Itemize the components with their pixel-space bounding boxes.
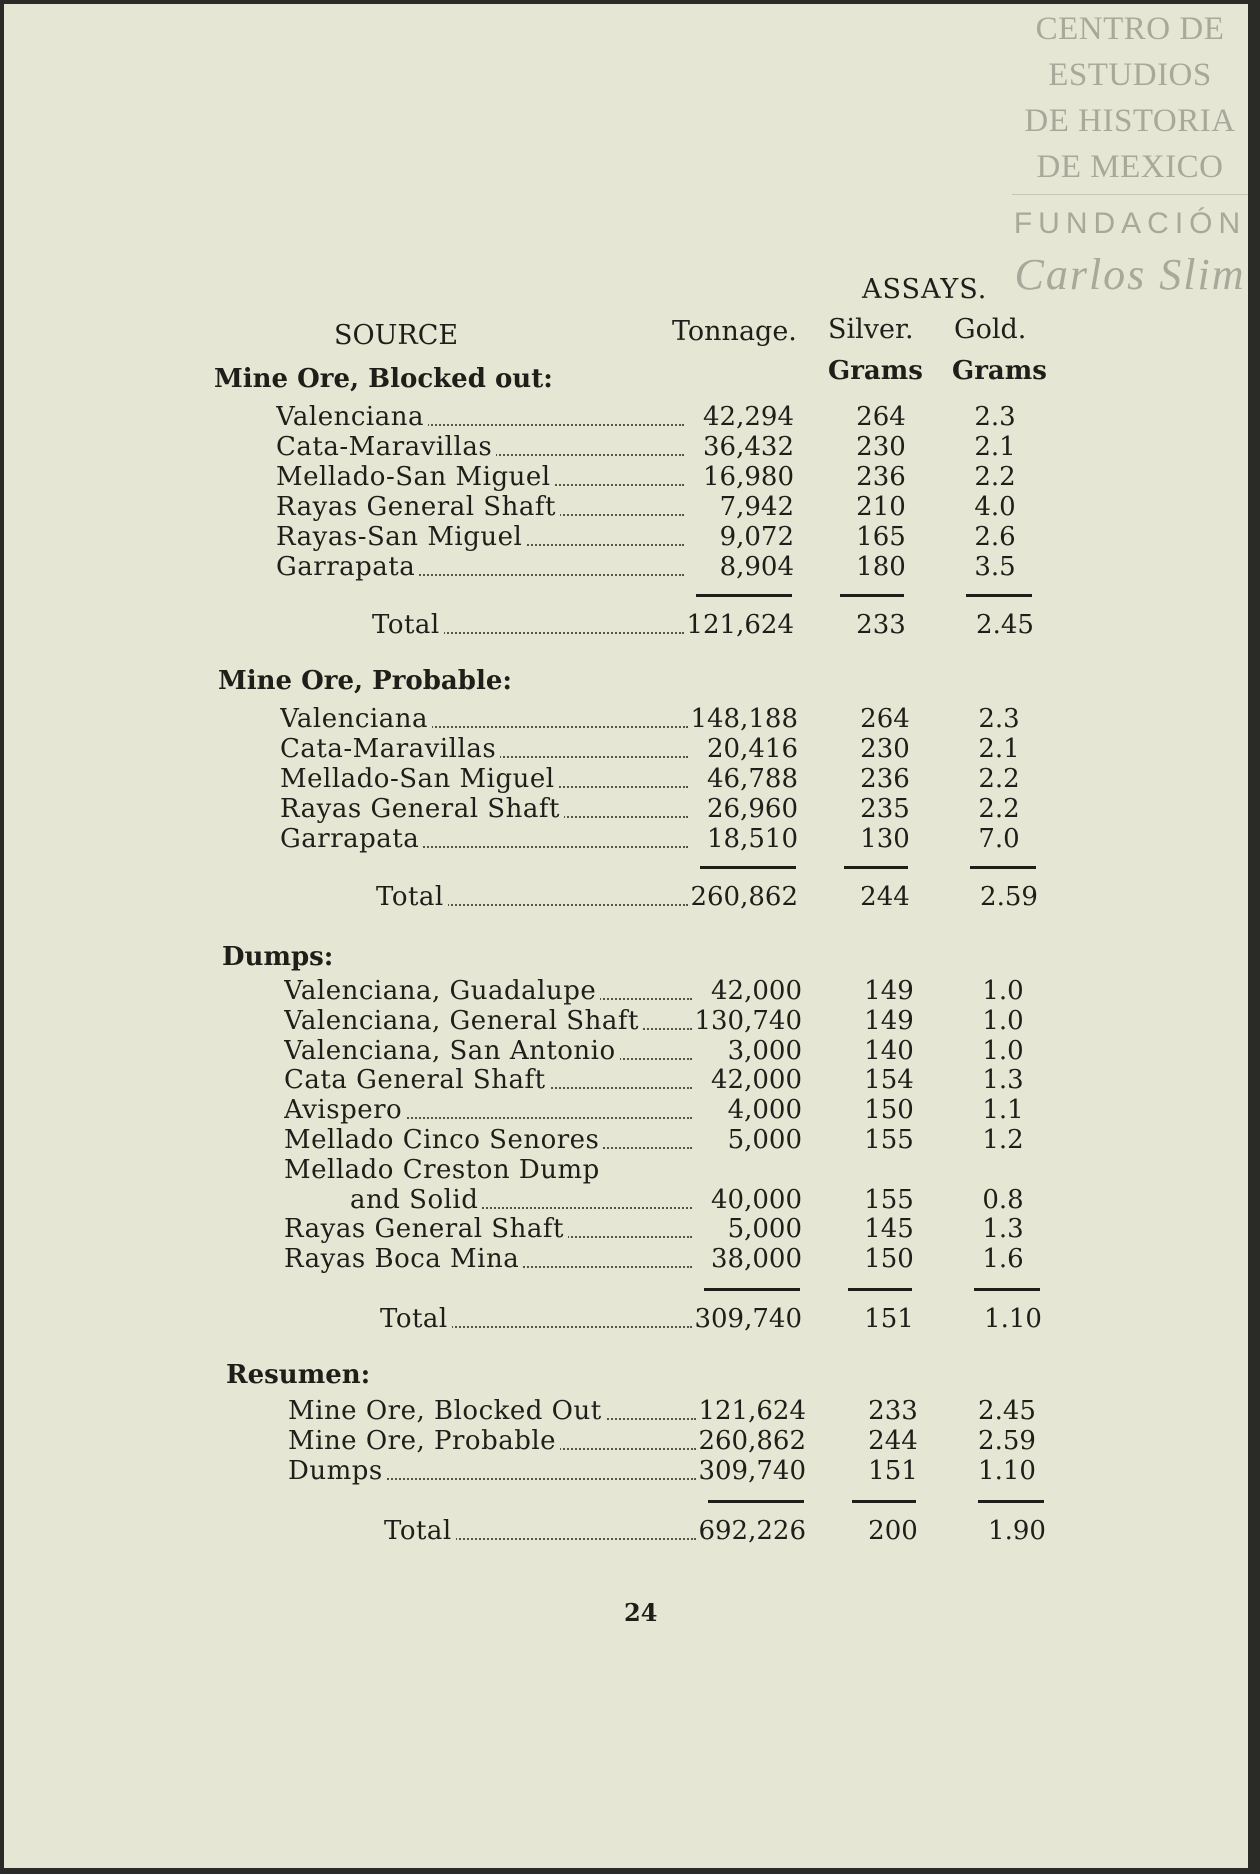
- gold-value: 1.3: [982, 1065, 1024, 1096]
- tonnage-value: 40,000: [711, 1184, 802, 1215]
- page-number: 24: [624, 1598, 658, 1627]
- silver-value: 140: [864, 1035, 914, 1066]
- silver-value: 149: [864, 976, 914, 1006]
- total-row: [4, 1304, 1248, 1334]
- row-label: [280, 794, 688, 824]
- total-tonnage: 692,226: [698, 1516, 806, 1546]
- total-rule: [852, 1500, 916, 1503]
- watermark-line: ESTUDIOS: [1048, 57, 1212, 93]
- tonnage-value: 26,960: [707, 794, 798, 824]
- row-label: [288, 1426, 696, 1456]
- silver-value: 151: [868, 1456, 918, 1486]
- row-label-text: Rayas-San Miguel: [276, 522, 526, 552]
- total-silver: 233: [856, 610, 906, 640]
- total-tonnage: 309,740: [694, 1304, 802, 1334]
- total-gold: 2.45: [976, 610, 1034, 640]
- table-row: [4, 1095, 1248, 1125]
- gold-value: 1.0: [982, 976, 1024, 1006]
- table-row: [4, 1125, 1248, 1155]
- row-label: [280, 824, 688, 854]
- silver-value: 154: [864, 1065, 914, 1096]
- row-label-text: Avispero: [284, 1095, 406, 1125]
- row-label-text: Rayas Boca Mina: [284, 1244, 523, 1274]
- total-label-text: Total: [380, 1304, 452, 1334]
- row-label-text: Garrapata: [276, 552, 419, 582]
- gold-value: 1.0: [982, 1035, 1024, 1066]
- watermark-line: DE HISTORIA: [1024, 103, 1236, 139]
- silver-value: 236: [860, 764, 910, 794]
- table-row: [4, 1155, 1248, 1185]
- gold-value: 1.3: [982, 1214, 1024, 1245]
- tonnage-value: 18,510: [707, 824, 798, 854]
- row-label: [280, 704, 688, 734]
- silver-value: 236: [856, 462, 906, 492]
- row-label: [284, 1244, 692, 1274]
- total-rule: [696, 594, 792, 597]
- row-label: [284, 1214, 692, 1244]
- gold-value: 1.1: [982, 1095, 1024, 1126]
- total-label-text: Total: [384, 1516, 456, 1546]
- table-row: [4, 704, 1248, 734]
- gold-value: 7.0: [978, 824, 1020, 854]
- table-row: [4, 402, 1248, 432]
- table-row: [4, 1185, 1248, 1215]
- row-label: [276, 552, 684, 582]
- gold-value: 3.5: [974, 552, 1016, 582]
- table-row: [4, 1036, 1248, 1066]
- gold-value: 2.2: [974, 462, 1016, 492]
- total-rule: [974, 1288, 1040, 1291]
- table-row: [4, 462, 1248, 492]
- tonnage-value: 148,188: [690, 704, 798, 734]
- tonnage-value: 5,000: [727, 1214, 802, 1245]
- row-label: [276, 462, 684, 492]
- row-label-text: Mellado Creston Dump: [284, 1155, 604, 1185]
- gold-value: 2.3: [978, 704, 1020, 734]
- total-silver: 200: [868, 1516, 918, 1546]
- total-label-text: Total: [372, 610, 444, 640]
- total-rule: [848, 1288, 912, 1291]
- row-label-text: Cata-Maravillas: [276, 432, 496, 462]
- silver-value: 150: [864, 1244, 914, 1275]
- total-gold: 2.59: [980, 882, 1038, 912]
- silver-value: 264: [860, 704, 910, 734]
- row-label-text: Mellado-San Miguel: [276, 462, 555, 492]
- table-row: [4, 1006, 1248, 1036]
- gold-value: 0.8: [982, 1184, 1024, 1215]
- row-label-text: Rayas General Shaft: [280, 794, 564, 824]
- silver-heading: Silver.: [828, 314, 914, 345]
- silver-value: 150: [864, 1095, 914, 1126]
- silver-value: 149: [864, 1005, 914, 1036]
- total-silver: 151: [864, 1304, 914, 1334]
- row-label: [280, 764, 688, 794]
- gold-heading: Gold.: [954, 314, 1027, 345]
- tonnage-value: 20,416: [707, 734, 798, 764]
- row-label: [284, 1095, 692, 1125]
- row-label: [288, 1456, 696, 1486]
- row-label: [280, 734, 688, 764]
- total-gold: 1.90: [988, 1516, 1046, 1546]
- row-label-text: Valenciana: [276, 402, 428, 432]
- table-row: [4, 522, 1248, 552]
- row-label-text: and Solid: [350, 1185, 482, 1215]
- silver-unit: Grams: [828, 356, 923, 386]
- total-rule: [840, 594, 904, 597]
- section-title: Mine Ore, Probable:: [218, 666, 512, 696]
- table-row: [4, 794, 1248, 824]
- row-label: [276, 402, 684, 432]
- total-label-text: Total: [376, 882, 448, 912]
- total-label: [376, 882, 688, 912]
- row-label: [284, 1006, 692, 1036]
- row-label-text: Cata General Shaft: [284, 1065, 550, 1095]
- watermark-line: CENTRO DE: [1035, 11, 1225, 47]
- table-row: [4, 432, 1248, 462]
- section-title: Resumen:: [226, 1360, 371, 1390]
- table-row: [4, 764, 1248, 794]
- row-label-text: Valenciana, General Shaft: [284, 1006, 643, 1036]
- total-rule: [844, 866, 908, 869]
- row-label: [276, 522, 684, 552]
- total-row: [4, 882, 1248, 912]
- silver-value: 244: [868, 1426, 918, 1456]
- gold-value: 2.3: [974, 402, 1016, 432]
- table-row: [4, 1456, 1248, 1486]
- silver-value: 130: [860, 824, 910, 854]
- row-label-text: Cata-Maravillas: [280, 734, 500, 764]
- total-label: [384, 1516, 696, 1546]
- total-row: [4, 1516, 1248, 1546]
- row-label: [350, 1185, 692, 1215]
- tonnage-value: 309,740: [698, 1456, 806, 1486]
- gold-value: 2.1: [974, 432, 1016, 462]
- total-label: [372, 610, 684, 640]
- total-label: [380, 1304, 692, 1334]
- silver-value: 155: [864, 1125, 914, 1155]
- row-label-text: Mine Ore, Probable: [288, 1426, 560, 1456]
- tonnage-value: 38,000: [711, 1244, 802, 1275]
- tonnage-value: 5,000: [727, 1125, 802, 1155]
- tonnage-value: 8,904: [719, 552, 794, 582]
- tonnage-value: 260,862: [698, 1426, 806, 1456]
- gold-value: 2.2: [978, 764, 1020, 794]
- row-label-text: Rayas General Shaft: [284, 1214, 568, 1244]
- tonnage-heading: Tonnage.: [672, 316, 797, 347]
- row-label-text: Garrapata: [280, 824, 423, 854]
- tonnage-value: 16,980: [703, 462, 794, 492]
- table-row: [4, 1214, 1248, 1244]
- total-rule: [708, 1500, 804, 1503]
- tonnage-value: 130,740: [694, 1005, 802, 1036]
- total-rule: [966, 594, 1032, 597]
- row-label: [284, 1155, 692, 1185]
- table-row: [4, 976, 1248, 1006]
- gold-value: 2.1: [978, 734, 1020, 764]
- total-rule: [978, 1500, 1044, 1503]
- row-label-text: Mine Ore, Blocked Out: [288, 1396, 606, 1426]
- gold-unit: Grams: [952, 356, 1047, 386]
- gold-value: 2.2: [978, 794, 1020, 824]
- watermark-line: DE MEXICO: [1036, 149, 1224, 185]
- silver-value: 180: [856, 552, 906, 582]
- table-row: [4, 1396, 1248, 1426]
- document-page: [4, 4, 1248, 1868]
- silver-value: 230: [860, 734, 910, 764]
- silver-value: 264: [856, 402, 906, 432]
- row-label: [284, 1065, 692, 1095]
- tonnage-value: 4,000: [727, 1095, 802, 1126]
- row-label-text: Mellado-San Miguel: [280, 764, 559, 794]
- source-heading: SOURCE: [334, 320, 459, 351]
- gold-value: 1.2: [982, 1125, 1024, 1155]
- tonnage-value: 42,000: [711, 976, 802, 1006]
- gold-value: 1.0: [982, 1005, 1024, 1036]
- total-tonnage: 260,862: [690, 882, 798, 912]
- total-rule: [704, 1288, 800, 1291]
- tonnage-value: 42,000: [711, 1065, 802, 1096]
- tonnage-value: 3,000: [727, 1035, 802, 1066]
- total-row: [4, 610, 1248, 640]
- tonnage-value: 121,624: [698, 1396, 806, 1426]
- silver-value: 165: [856, 522, 906, 552]
- tonnage-value: 36,432: [703, 432, 794, 462]
- table-row: [4, 734, 1248, 764]
- total-gold: 1.10: [984, 1304, 1042, 1334]
- silver-value: 235: [860, 794, 910, 824]
- archive-watermark: [1012, 4, 1248, 314]
- row-label-text: Valenciana, Guadalupe: [284, 976, 600, 1006]
- total-tonnage: 121,624: [686, 610, 794, 640]
- row-label-text: Rayas General Shaft: [276, 492, 560, 522]
- total-silver: 244: [860, 882, 910, 912]
- tonnage-value: 7,942: [719, 492, 794, 522]
- gold-value: 1.6: [982, 1244, 1024, 1275]
- silver-value: 233: [868, 1396, 918, 1426]
- silver-value: 210: [856, 492, 906, 522]
- gold-value: 2.59: [978, 1426, 1036, 1456]
- tonnage-value: 42,294: [703, 402, 794, 432]
- silver-value: 145: [864, 1214, 914, 1245]
- row-label-text: Dumps: [288, 1456, 387, 1486]
- gold-value: 4.0: [974, 492, 1016, 522]
- table-row: [4, 824, 1248, 854]
- row-label: [276, 492, 684, 522]
- section-title: Mine Ore, Blocked out:: [214, 364, 553, 394]
- row-label: [284, 976, 692, 1006]
- total-rule: [970, 866, 1036, 869]
- row-label-text: Valenciana: [280, 704, 432, 734]
- watermark-signature: Carlos Slim: [1014, 250, 1246, 299]
- tonnage-value: 9,072: [719, 522, 794, 552]
- row-label-text: Valenciana, San Antonio: [284, 1036, 620, 1066]
- table-row: [4, 1244, 1248, 1274]
- table-row: [4, 1426, 1248, 1456]
- assays-heading: ASSAYS.: [862, 274, 988, 305]
- silver-value: 155: [864, 1184, 914, 1215]
- table-row: [4, 552, 1248, 582]
- total-rule: [700, 866, 796, 869]
- gold-value: 1.10: [978, 1456, 1036, 1486]
- row-label: [284, 1125, 692, 1155]
- row-label-text: Mellado Cinco Senores: [284, 1125, 603, 1155]
- section-title: Dumps:: [222, 942, 334, 972]
- row-label: [288, 1396, 696, 1426]
- tonnage-value: 46,788: [707, 764, 798, 794]
- row-label: [284, 1036, 692, 1066]
- gold-value: 2.6: [974, 522, 1016, 552]
- row-label: [276, 432, 684, 462]
- watermark-fundacion: FUNDACIÓN: [1013, 207, 1247, 240]
- gold-value: 2.45: [978, 1396, 1036, 1426]
- silver-value: 230: [856, 432, 906, 462]
- table-row: [4, 1065, 1248, 1095]
- table-row: [4, 492, 1248, 522]
